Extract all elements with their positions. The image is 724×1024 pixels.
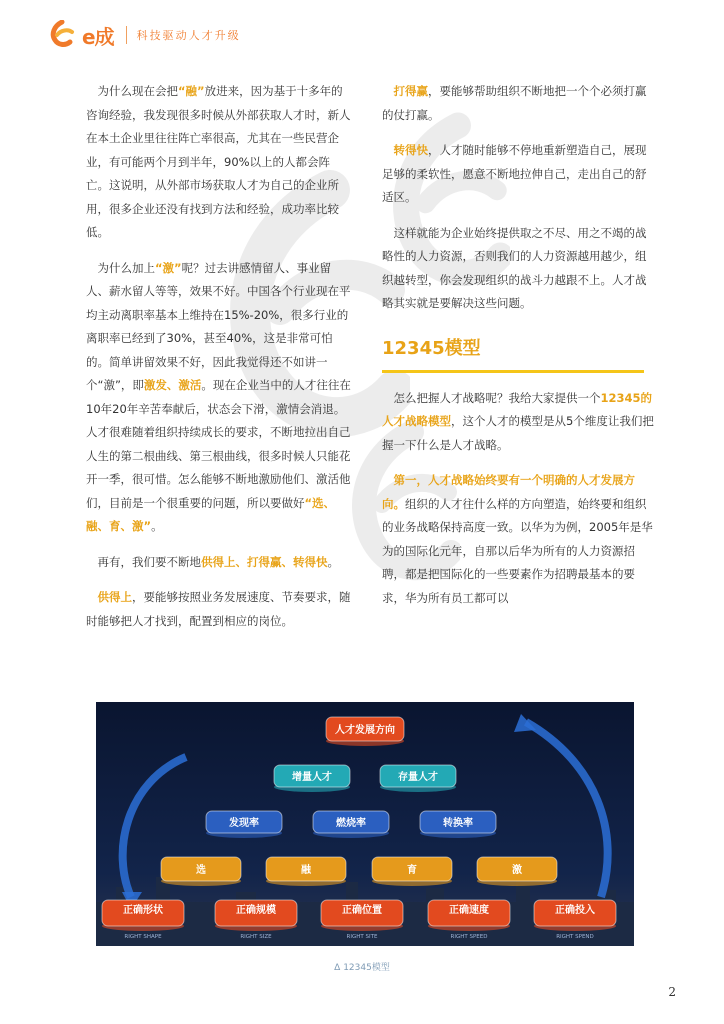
logo-icon — [48, 20, 76, 50]
node-level5-label: 正确投入 — [555, 905, 595, 916]
node-level5-sublabel: RIGHT SPEED — [450, 934, 488, 940]
node-level2-label: 增量人才 — [292, 772, 332, 783]
header-divider — [126, 26, 127, 44]
highlight-text: 激发、激活 — [143, 378, 202, 392]
section-title-underline — [382, 370, 644, 373]
node-level5-label: 正确位置 — [342, 905, 382, 916]
header-slogan: 科技驱动人才升级 — [136, 29, 241, 42]
node-level3 — [206, 811, 282, 838]
pyramid-diagram — [96, 702, 634, 946]
paragraph — [86, 551, 352, 575]
node-level5-sublabel: RIGHT SHAPE — [124, 934, 162, 940]
paragraph — [382, 222, 657, 316]
node-level2 — [380, 765, 456, 792]
paragraph — [86, 257, 352, 539]
logo-text: e成 — [82, 24, 114, 49]
node-level4 — [266, 857, 346, 886]
paragraph — [382, 469, 657, 610]
node-level4-label: 育 — [407, 865, 417, 876]
body-text: ，人才随时能够不停地重新塑造自己，展现足够的柔软性，愿意不断地拉伸自己，走出自己的舒适区。 — [382, 143, 647, 204]
body-text: 这样就能为企业始终提供取之不尽、用之不竭的战略性的人力资源，否则我们的人力资源越用越少，组织越转型，你会发现组织的战斗力越跟不上。人才战略其实就是要解决这些问题。 — [382, 225, 647, 310]
body-text: 再有，我们要不断地 — [97, 554, 201, 569]
node-level2 — [274, 765, 350, 792]
body-text: 。现在企业当中的人才往往在10年20年辛苦奉献后，状态会下滑，激情会消退。人才很难随着组织持续成长的要求，不断地拉出自己人生的第二根曲线、第三根曲线，很多时候人只能花开一季，很可惜。怎么能够不断地激励他们、激活他们，目前是一个很重要的问题，所以要做好 — [86, 378, 351, 510]
highlight-text: 12345的人才战略模型 — [382, 390, 653, 428]
section-title: 12345模型 — [382, 337, 481, 359]
body-text: ，要能够帮助组织不断地把一个个必须打赢的仗打赢。 — [382, 84, 647, 122]
highlight-text: 第一，人才战略始终要有一个明确的人才发展方向。 — [382, 473, 635, 511]
paragraph — [382, 80, 657, 127]
body-text: 。 — [151, 519, 163, 533]
node-level5-label: 正确形状 — [123, 905, 163, 916]
highlight-text: “融” — [178, 84, 205, 98]
highlight-text: 供得上、打得赢、转得快 — [201, 554, 328, 569]
paragraph — [382, 387, 657, 458]
body-text: ，要能够按照业务发展速度、节奏要求，随时能够把人才找到，配置到相应的岗位。 — [86, 590, 351, 628]
body-text: 为什么加上 — [97, 260, 155, 275]
node-level5-sublabel: RIGHT SPEND — [556, 934, 594, 940]
body-text: 为什么现在会把 — [97, 84, 178, 98]
node-level2-label: 存量人才 — [398, 772, 438, 783]
paragraph — [86, 80, 352, 245]
node-level5-sublabel: RIGHT SIZE — [240, 934, 272, 940]
node-level4-label: 融 — [301, 865, 311, 876]
node-level3 — [420, 811, 496, 838]
body-text: 怎么把握人才战略呢？我给大家提供一个 — [393, 390, 601, 405]
page-number: 2 — [668, 985, 676, 999]
figure-caption: Δ 12345模型 — [334, 963, 390, 973]
body-text: 呢？过去讲感情留人、事业留人、薪水留人等等，效果不好。中国各个行业现在平均主动离职率基本上维持在15%-20%，很多行业的离职率已经到了30%，甚至40%，这是非常可怕的。简单讲留效果不好，因此我觉得还不如讲一个“激”，即 — [86, 260, 351, 392]
highlight-text: “选、融、育、激” — [86, 495, 336, 533]
node-level4-label: 激 — [512, 865, 522, 876]
node-level4-label: 选 — [196, 865, 206, 876]
body-text: ，这个人才的模型是从5个维度让我们把握一下什么是人才战略。 — [382, 414, 654, 452]
page-header — [48, 15, 241, 55]
right-column-top — [382, 80, 657, 316]
highlight-text: 供得上 — [97, 590, 132, 604]
highlight-text: “激” — [155, 260, 182, 275]
body-text: 放进来，因为基于十多年的咨询经验，我发现很多时候从外部获取人才时，新人在本土企业里往往阵亡率很高，尤其在一些民营企业，有可能两个月到半年，90%以上的人都会阵亡。这说明，从外部市场获取人才为自己的企业所用，很多企业还没有找到方法和经验，成功率比较低。 — [86, 84, 351, 239]
node-level4 — [477, 857, 557, 886]
node-level5-label: 正确规模 — [236, 905, 276, 916]
node-level1 — [326, 717, 404, 746]
node-level3-label: 转换率 — [443, 818, 473, 829]
node-level3 — [313, 811, 389, 838]
node-level5-sublabel: RIGHT SITE — [346, 934, 378, 940]
highlight-text: 转得快 — [393, 143, 428, 157]
node-level3-label: 燃烧率 — [336, 818, 366, 829]
node-level1-label: 人才发展方向 — [335, 725, 395, 736]
right-column-bottom — [382, 387, 657, 611]
node-level3-label: 发现率 — [229, 818, 259, 829]
highlight-text: 打得赢 — [393, 84, 428, 98]
model-diagram — [96, 702, 634, 946]
left-text-column — [86, 80, 352, 645]
paragraph — [382, 139, 657, 210]
node-level5-label: 正确速度 — [449, 905, 489, 916]
right-text-column — [382, 80, 657, 622]
body-text: 组织的人才往什么样的方向塑造，始终要和组织的业务战略保持高度一致。以华为为例，2005年是华为的国际化元年，自那以后华为所有的人力资源招聘，都是把国际化的一些要素作为招聘最基本的要求，华为所有员工都可以 — [382, 496, 653, 605]
node-level4 — [372, 857, 452, 886]
body-text: 。 — [327, 554, 339, 569]
node-level4 — [161, 857, 241, 886]
paragraph — [86, 586, 352, 633]
